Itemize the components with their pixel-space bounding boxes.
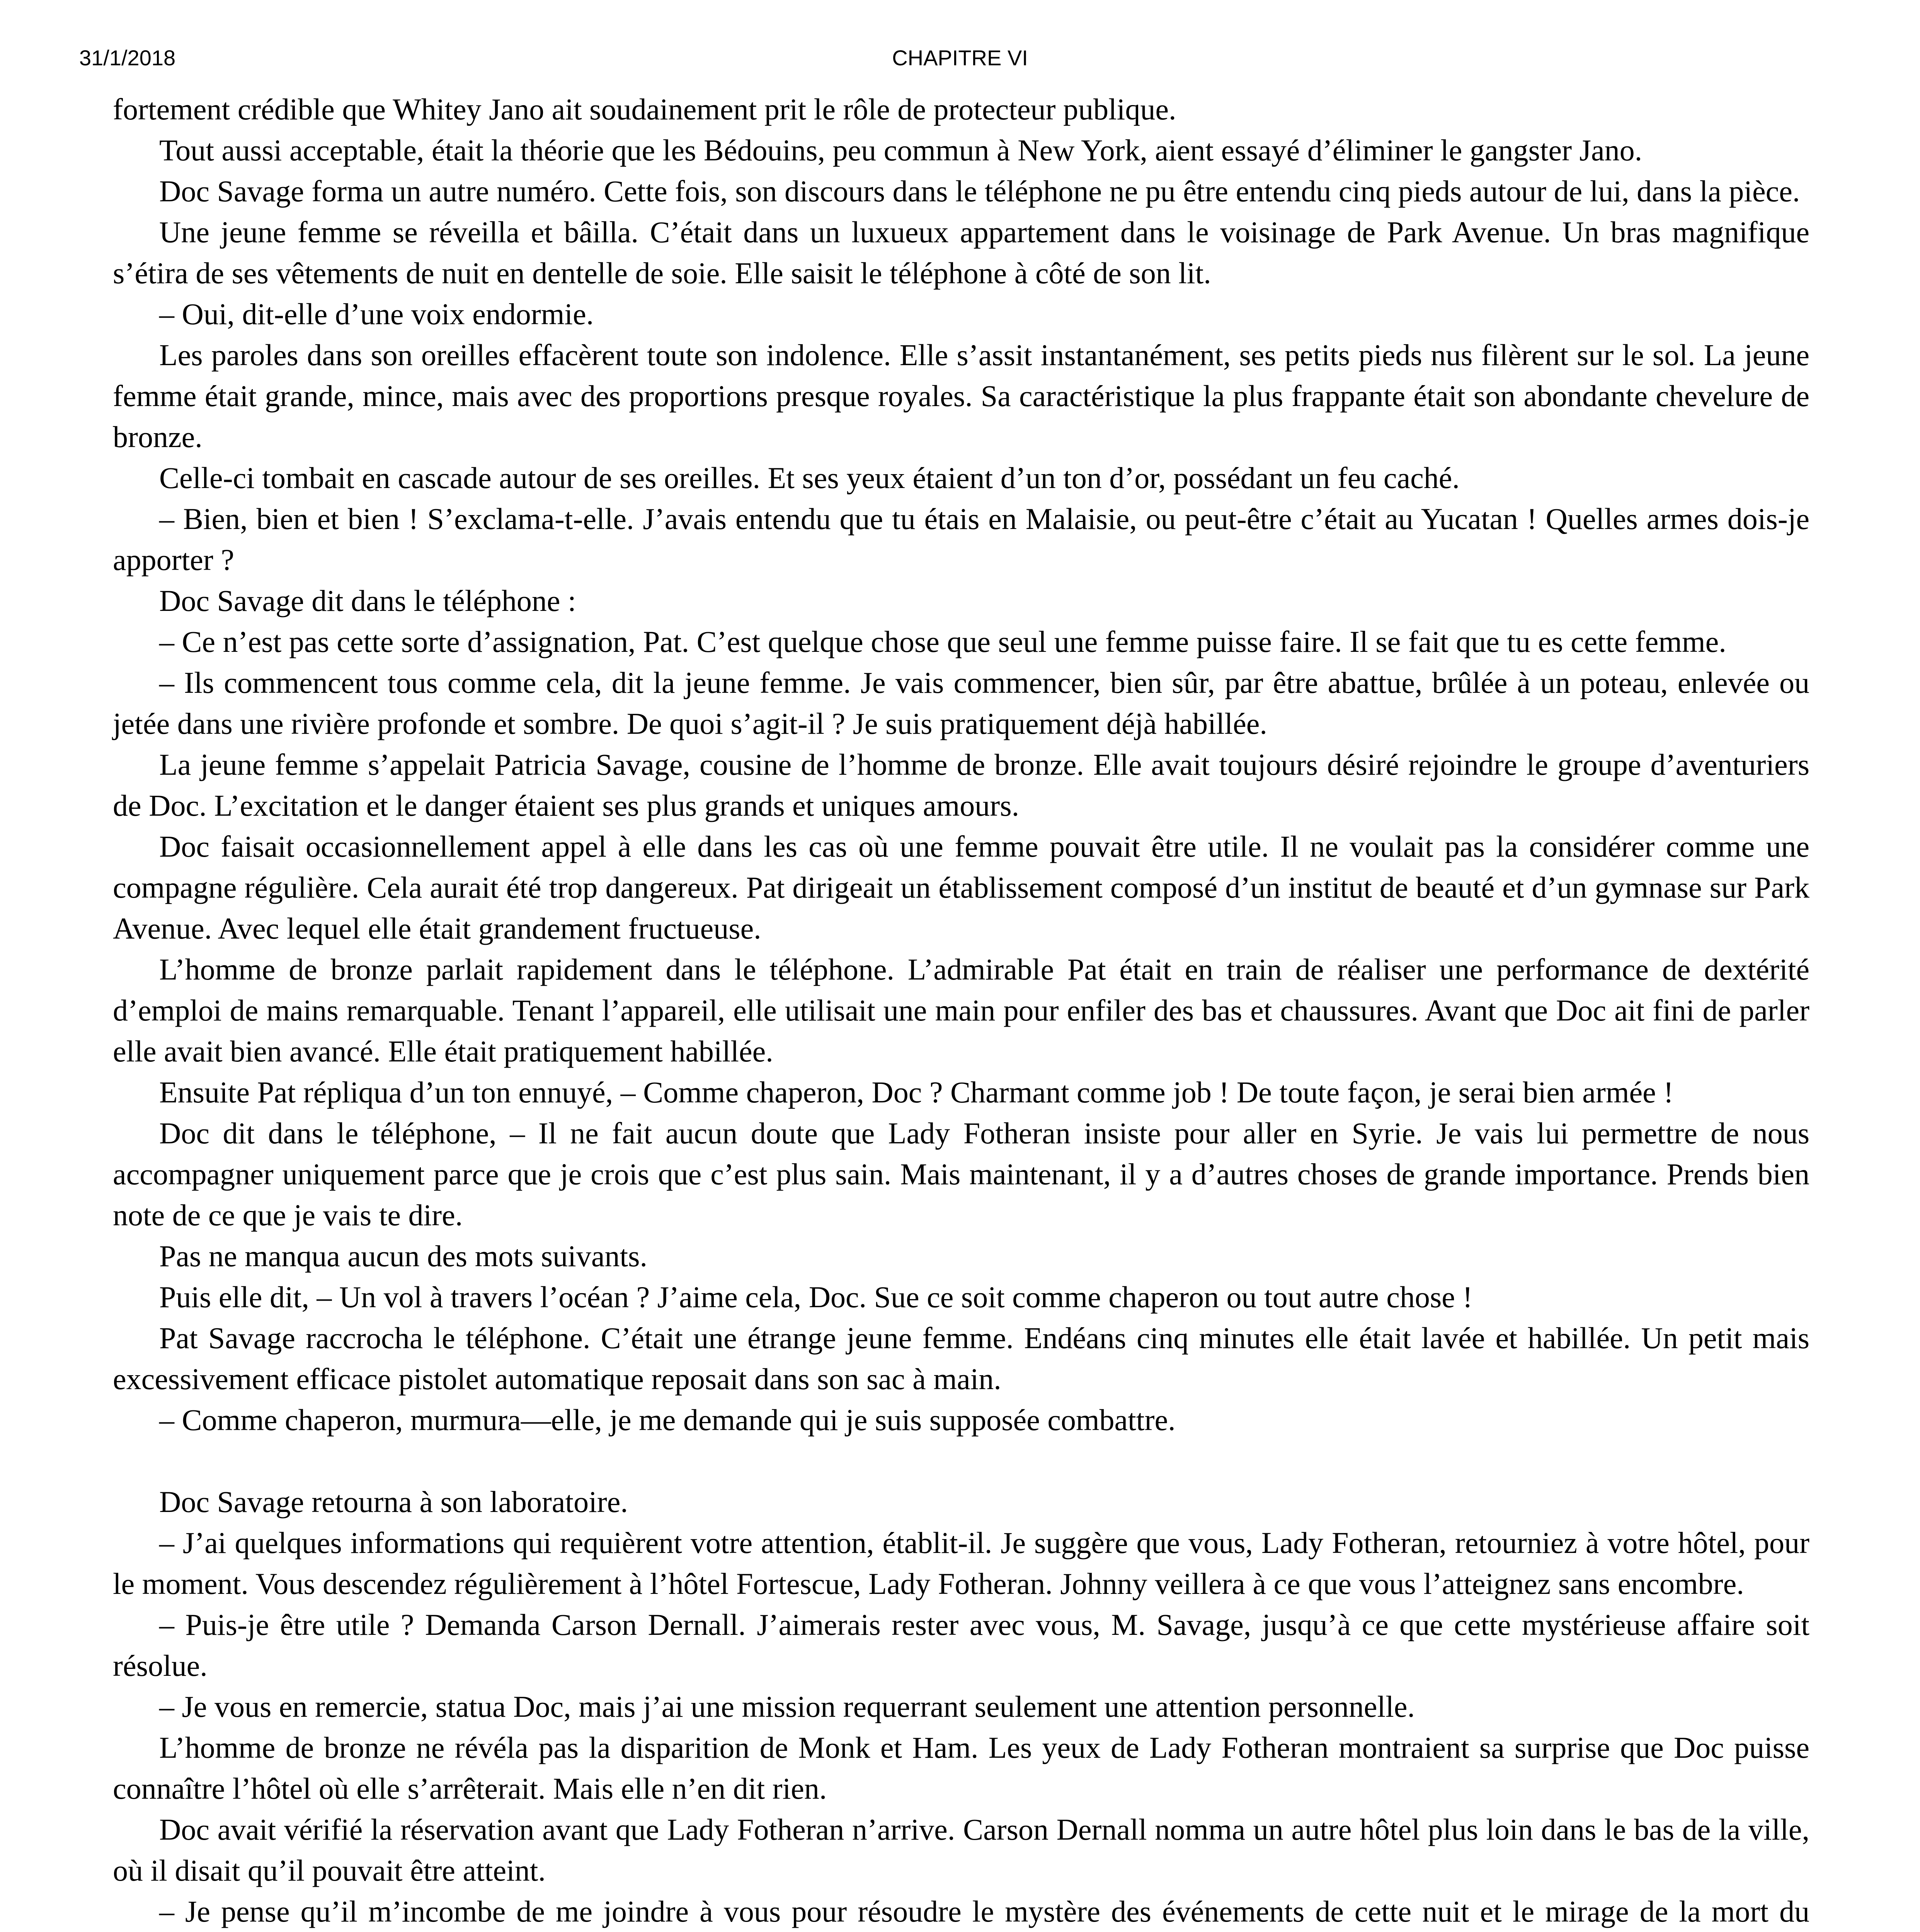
paragraph: La jeune femme s’appelait Patricia Savage, cousine de l’homme de bronze. Elle avait toujours désiré rejoindre le groupe d’aventuriers de Doc. L’excitation et le danger étaient ses plus grands et uniques amours. [113,748,1809,822]
paragraph: – Comme chaperon, murmura—elle, je me demande qui je suis supposée combattre. [159,1403,1176,1437]
paragraph: – Je pense qu’il m’incombe de me joindre à vous pour résoudre le mystère des événements de cette nuit et le mirage de la mort du [159,1895,1809,1928]
chapter-text [113,89,1809,1932]
paragraph: – Ce n’est pas cette sorte d’assignation, Pat. C’est quelque chose que seul une femme puisse faire. Il se fait que tu es cette femme. [159,625,1726,658]
paragraph: Doc Savage forma un autre numéro. Cette fois, son discours dans le téléphone ne pu être entendu cinq pieds autour de lui, dans la pièce. [159,174,1800,208]
paragraph: Doc dit dans le téléphone, – Il ne fait aucun doute que Lady Fotheran insiste pour aller en Syrie. Je vais lui permettre de nous accompagner uniquement parce que je crois que c’est plus sain. Mais maintenant, il y a d’autres choses de grande importance. Prends bien note de ce que je vais te dire. [113,1116,1809,1232]
paragraph: Pas ne manqua aucun des mots suivants. [159,1239,647,1273]
paragraph: Doc avait vérifié la réservation avant que Lady Fotheran n’arrive. Carson Dernall nomma un autre hôtel plus loin dans le bas de la ville, où il disait qu’il pouvait être atteint. [113,1813,1809,1887]
paragraph: – Oui, dit-elle d’une voix endormie. [159,297,594,331]
paragraph: – Puis-je être utile ? Demanda Carson Dernall. J’aimerais rester avec vous, M. Savage, jusqu’à ce que cette mystérieuse affaire soit résolue. [113,1608,1809,1682]
paragraph: – Bien, bien et bien ! S’exclama-t-elle. J’avais entendu que tu étais en Malaisie, ou peut-être c’était au Yucatan ! Quelles armes dois-je apporter ? [113,502,1809,577]
paragraph: Tout aussi acceptable, était la théorie que les Bédouins, peu commun à New York, aient essayé d’éliminer le gangster Jano. [159,133,1643,167]
paragraph: fortement crédible que Whitey Jano ait soudainement prit le rôle de protecteur publique. [113,92,1176,126]
page-title: CHAPITRE VI [892,46,1028,70]
paragraph: Ensuite Pat répliqua d’un ton ennuyé, – Comme chaperon, Doc ? Charmant comme job ! De toute façon, je serai bien armée ! [159,1075,1674,1109]
paragraph: – Ils commencent tous comme cela, dit la jeune femme. Je vais commencer, bien sûr, par être abattue, brûlée à un poteau, enlevée ou jetée dans une rivière profonde et sombre. De quoi s’agit-il ? Je suis pratiquement déjà habillée. [113,666,1809,740]
paragraph: Pat Savage raccrocha le téléphone. C’était une étrange jeune femme. Endéans cinq minutes elle était lavée et habillée. Un petit mais excessivement efficace pistolet automatique reposait dans son sac à main. [113,1321,1809,1396]
paragraph: L’homme de bronze ne révéla pas la disparition de Monk et Ham. Les yeux de Lady Fotheran montraient sa surprise que Doc puisse connaître l’hôtel où elle s’arrêterait. Mais elle n’en dit rien. [113,1731,1809,1805]
section-break [113,1440,1809,1481]
paragraph: Doc faisait occasionnellement appel à elle dans les cas où une femme pouvait être utile. Il ne voulait pas la considérer comme une compagne régulière. Cela aurait été trop dangereux. Pat dirigeait un établissement composé d’un institut de beauté et d’un gymnase sur Park Avenue. Avec lequel elle était grandement fructueuse. [113,830,1809,945]
paragraph: – Je vous en remercie, statua Doc, mais j’ai une mission requerrant seulement une attention personnelle. [159,1690,1415,1723]
paragraph: Celle-ci tombait en cascade autour de ses oreilles. Et ses yeux étaient d’un ton d’or, possédant un feu caché. [159,461,1460,495]
paragraph: Doc Savage dit dans le téléphone : [159,584,576,617]
paragraph: L’homme de bronze parlait rapidement dans le téléphone. L’admirable Pat était en train de réaliser une performance de dextérité d’emploi de mains remarquable. Tenant l’appareil, elle utilisait une main pour enfiler des bas et chaussures. Avant que Doc ait fini de parler elle avait bien avancé. Elle était pratiquement habillée. [113,952,1809,1068]
paragraph: Puis elle dit, – Un vol à travers l’océan ? J’aime cela, Doc. Sue ce soit comme chaperon ou tout autre chose ! [159,1280,1473,1314]
paragraph: Doc Savage retourna à son laboratoire. [159,1485,628,1519]
paragraph: Une jeune femme se réveilla et bâilla. C’était dans un luxueux appartement dans le voisinage de Park Avenue. Un bras magnifique s’étira de ses vêtements de nuit en dentelle de soie. Elle saisit le téléphone à côté de son lit. [113,215,1809,290]
paragraph: Les paroles dans son oreilles effacèrent toute son indolence. Elle s’assit instantanément, ses petits pieds nus filèrent sur le sol. La jeune femme était grande, mince, mais avec des proportions presque royales. Sa caractéristique la plus frappante était son abondante chevelure de bronze. [113,338,1809,454]
paragraph: – J’ai quelques informations qui requièrent votre attention, établit-il. Je suggère que vous, Lady Fotheran, retourniez à votre hôtel, pour le moment. Vous descendez régulièrement à l’hôtel Fortescue, Lady Fotheran. Johnny veillera à ce que vous l’atteignez sans encombre. [113,1526,1809,1600]
print-date: 31/1/2018 [79,46,176,70]
